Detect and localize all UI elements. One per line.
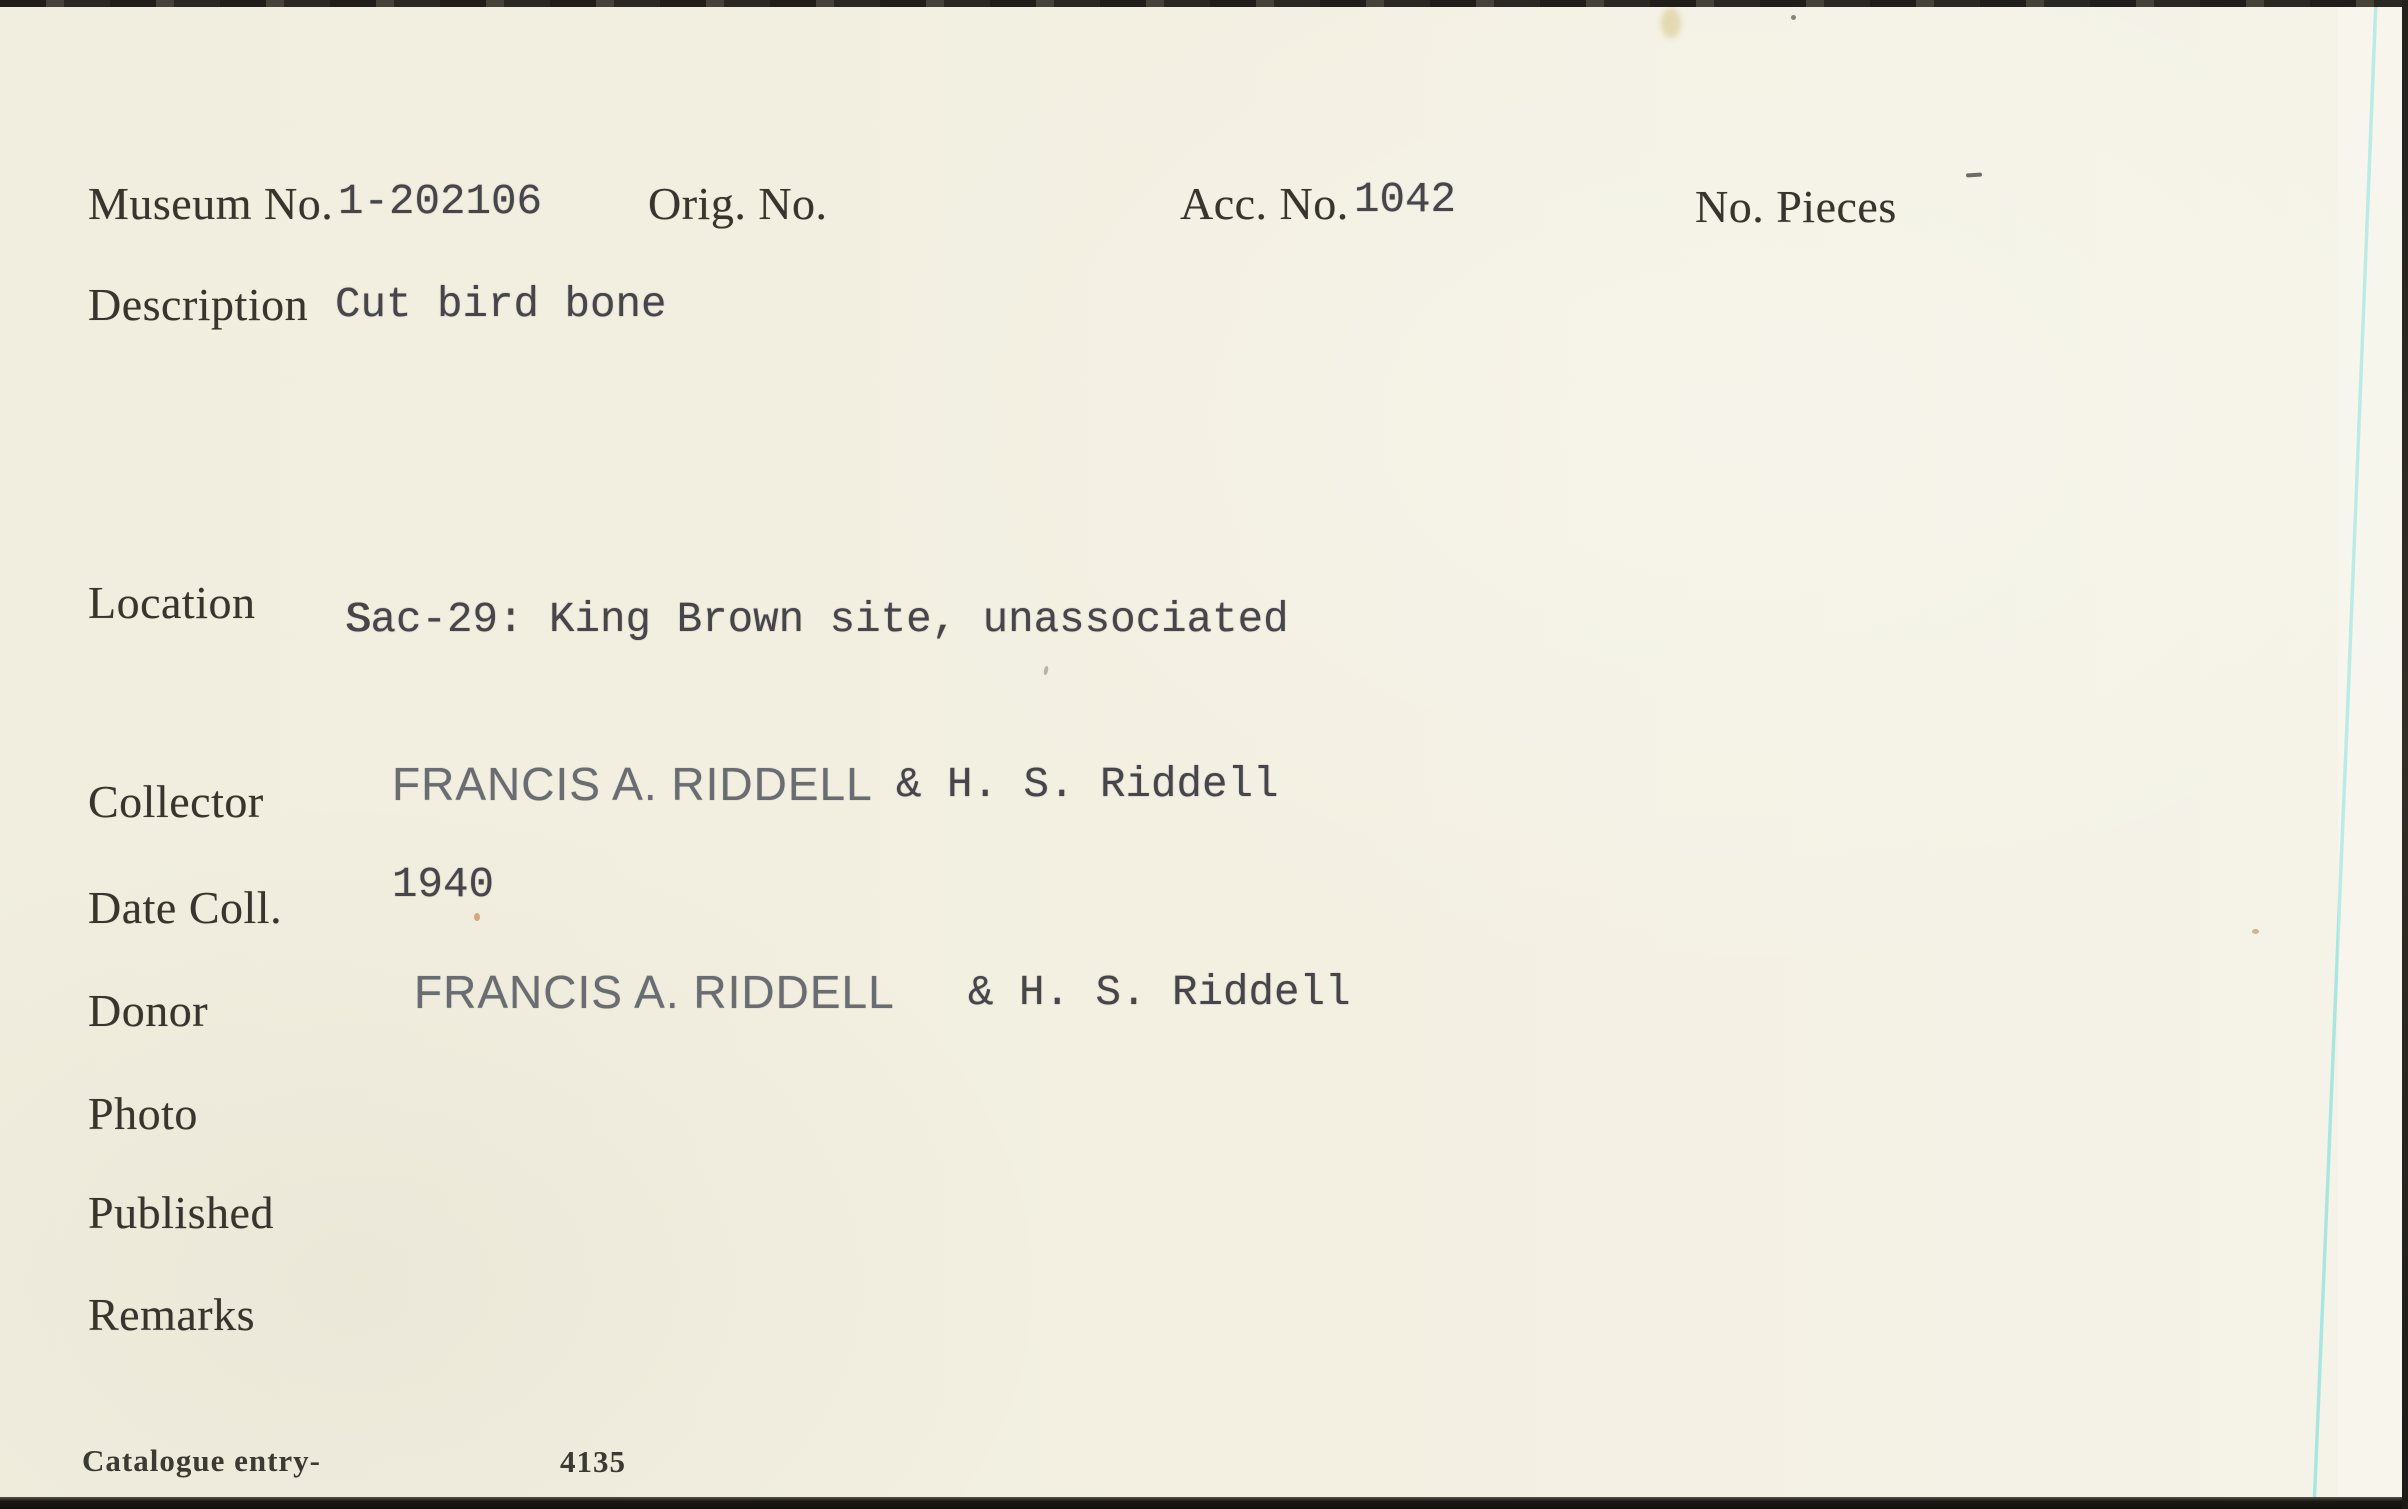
donor-label: Donor	[88, 985, 209, 1036]
paper-light-band	[2338, 0, 2402, 1509]
dark-speck-mark	[1791, 15, 1796, 20]
catalogue-entry-value: 4135	[560, 1444, 626, 1479]
remarks-label: Remarks	[88, 1289, 256, 1340]
description-value: Cut bird bone	[335, 281, 667, 329]
yellow-smudge-mark	[1661, 8, 1681, 38]
date-coll-label: Date Coll.	[88, 882, 283, 933]
acc-no-label: Acc. No.	[1180, 178, 1349, 229]
museum-no-value: 1-202106	[338, 178, 543, 226]
scan-edge-right	[2402, 0, 2408, 1509]
collector-label: Collector	[88, 776, 264, 827]
scan-edge-top	[0, 0, 2408, 7]
location-value: Sac-29: King Brown site, unassociated	[345, 596, 1289, 644]
orig-no-label: Orig. No.	[648, 178, 828, 229]
date-coll-value: 1940	[392, 861, 495, 909]
published-label: Published	[88, 1187, 274, 1238]
collector-name-stamp: FRANCIS A. RIDDELL	[392, 758, 873, 810]
no-pieces-label: No. Pieces	[1695, 181, 1897, 232]
museum-no-label: Museum No.	[88, 178, 334, 229]
description-label: Description	[88, 279, 309, 330]
location-label: Location	[88, 577, 256, 628]
photo-label: Photo	[88, 1088, 198, 1139]
catalogue-entry-label: Catalogue entry-	[82, 1443, 321, 1478]
donor-name-stamp: FRANCIS A. RIDDELL	[414, 966, 895, 1018]
brown-speck-mark	[2252, 929, 2259, 934]
orange-speck-mark	[474, 913, 480, 921]
scan-edge-bottom	[0, 1497, 2408, 1509]
donor-typed-value: & H. S. Riddell	[968, 969, 1351, 1017]
collector-typed-value: & H. S. Riddell	[896, 761, 1279, 809]
acc-no-value: 1042	[1354, 176, 1457, 224]
